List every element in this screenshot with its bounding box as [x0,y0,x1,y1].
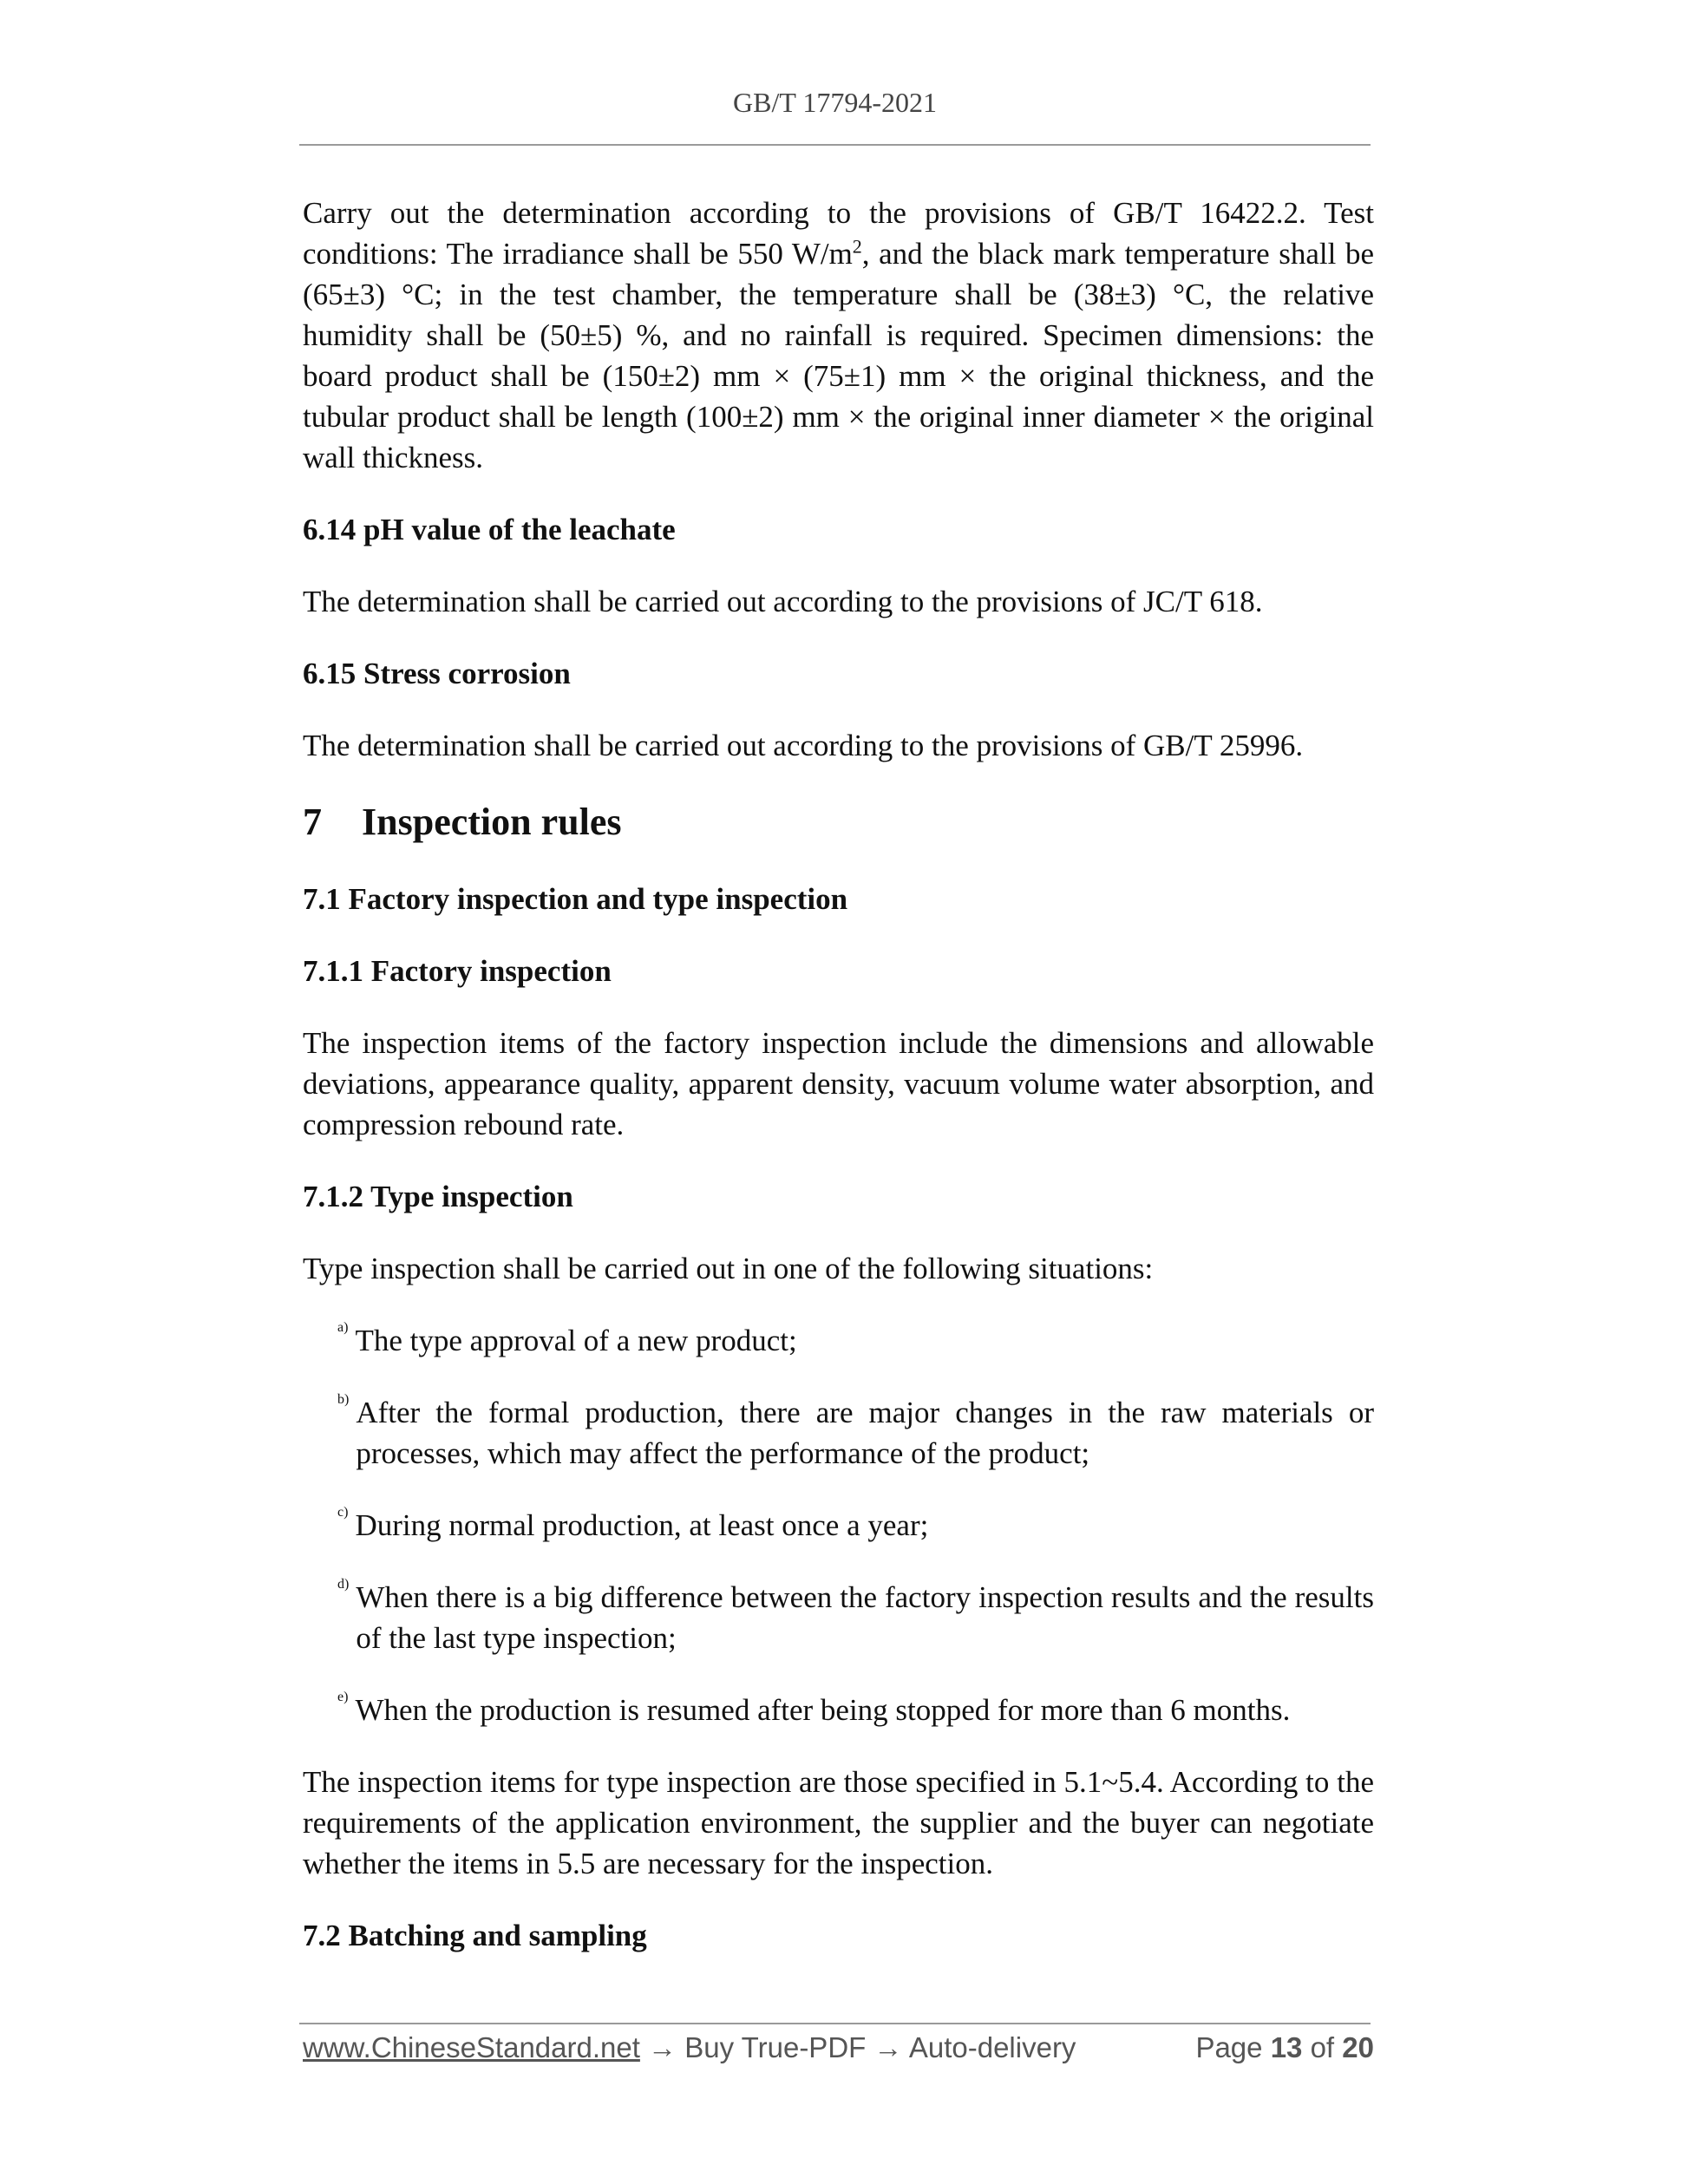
footer-promo [303,2024,1076,2071]
list-item [303,1505,1374,1546]
list-item [303,1577,1374,1658]
delivery-text: Auto-delivery [908,2031,1076,2063]
section-7-1-1-title: 7.1.1 Factory inspection [303,954,612,988]
section-7-1-title: 7.1 Factory inspection and type inspection [303,882,848,916]
running-header [299,87,1371,119]
list-item-text: When there is a big difference between the factory inspection results and the results of the last type inspection; [356,1580,1374,1655]
list-item-label: a) [337,1320,349,1335]
list-item-text: During normal production, at least once a year; [355,1508,929,1542]
page-current: 13 [1270,2031,1303,2063]
website-link[interactable]: www.ChineseStandard.net [303,2031,640,2063]
list-item-text: The type approval of a new product; [355,1324,797,1357]
document-id: GB/T 17794-2021 [733,87,937,118]
section-7-1-1-paragraph: The inspection items of the factory inspection include the dimensions and allowable deviations, appearance quality, apparent density, vacuum volume water absorption, and compression rebound rate. [303,1026,1374,1141]
list-item [303,1320,1374,1361]
page-total: 20 [1342,2031,1374,2063]
list-item-label: b) [337,1392,350,1407]
buy-text: Buy True-PDF [684,2031,867,2063]
list-item [303,1392,1374,1474]
list-item-text: When the production is resumed after being stopped for more than 6 months. [355,1693,1291,1727]
page-word: Page [1195,2031,1263,2063]
chapter-7-heading [303,799,1374,846]
section-7-1-2-intro: Type inspection shall be carried out in one of the following situations: [303,1252,1154,1285]
arrow-right-icon: → [873,2031,903,2063]
section-6-14-title: 6.14 pH value of the leachate [303,513,676,546]
section-6-15-paragraph: The determination shall be carried out according to the provisions of GB/T 25996. [303,729,1304,762]
arrow-right-icon: → [648,2031,677,2063]
list-item [303,1690,1374,1730]
list-item-label: e) [337,1690,349,1704]
of-word: of [1310,2031,1335,2063]
list-item-text: After the formal production, there are major changes in the raw materials or processes, which may affect the performance of the product; [356,1396,1374,1470]
section-7-1-2-paragraph: The inspection items for type inspection are those specified in 5.1~5.4. According to the requirements of the application environment, the supplier and the buyer can negotiate whether the items in 5.5 are necessary for the inspection. [303,1765,1374,1880]
header-divider [299,144,1371,146]
superscript-2: 2 [852,235,862,258]
section-7-2-title: 7.2 Batching and sampling [303,1919,647,1952]
section-6-15-title: 6.15 Stress corrosion [303,657,571,690]
section-6-14-paragraph: The determination shall be carried out according to the provisions of JC/T 618. [303,585,1263,618]
chapter-number: 7 [303,801,322,843]
page-footer [303,2024,1374,2071]
section-6-13-paragraph: Carry out the determination according to the provisions of GB/T 16422.2. Test conditions: The irradiance shall be 550 $W/m^2$, and the black mark temperature shall be (65±3) °C; in the test chamber, the temperature shall be (38±3) °C, the relative humidity shall be (50±5) %, and no rainfall is required. Specimen dimensions: the board product shall be (150±2) mm × (75±1) mm × the original thickness, and the tubular product shall be length (100±2) mm × the original inner diameter × the original wall thickness. [303,196,1374,474]
chapter-title: Inspection rules [362,801,622,843]
page-content [303,193,1374,1956]
list-item-label: c) [337,1505,349,1520]
list-item-label: d) [337,1577,350,1592]
page-number [1195,2024,1374,2071]
section-7-1-2-title: 7.1.2 Type inspection [303,1180,573,1213]
